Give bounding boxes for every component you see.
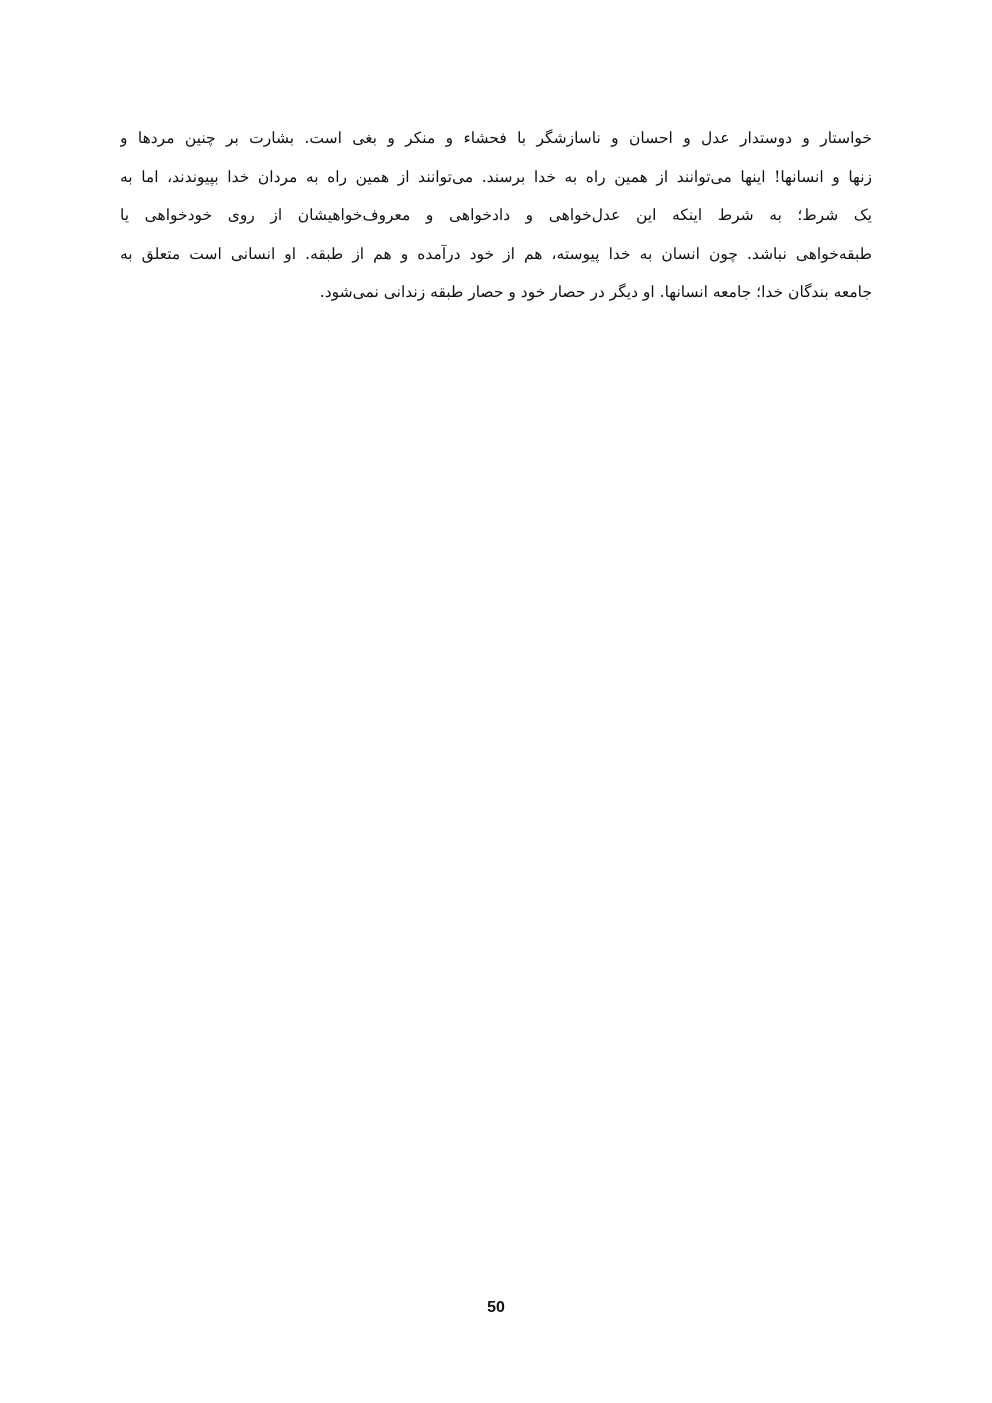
body-paragraph: [120, 119, 872, 312]
paragraph-line: جامعه بندگان خدا؛ جامعه انسانها. او دیگر در حصار خود و حصار طبقه زندانی نمی‌شود.: [319, 283, 872, 301]
page-number: 50: [487, 1299, 505, 1316]
paragraph-line: طبقه‌خواهی نباشد. چون انسان به خدا پیوسته، هم از خود درآمده و هم از طبقه. او انسانی است متعلق به: [120, 244, 872, 263]
paragraph-line: زنها و انسانها! اینها می‌توانند از همین راه به خدا برسند. می‌توانند از همین راه به مردان خدا بپیوندند، اما به: [120, 167, 872, 186]
paragraph-line: خواستار و دوستدار عدل و احسان و ناسازشگر با فحشاء و منکر و بغی است. بشارت بر چنین مردها و: [120, 129, 872, 147]
paragraph-line: یک شرط؛ به شرط اینکه این عدل‌خواهی و دادخواهی و معروف‌خواهیشان از روی خودخواهی یا: [120, 206, 872, 224]
